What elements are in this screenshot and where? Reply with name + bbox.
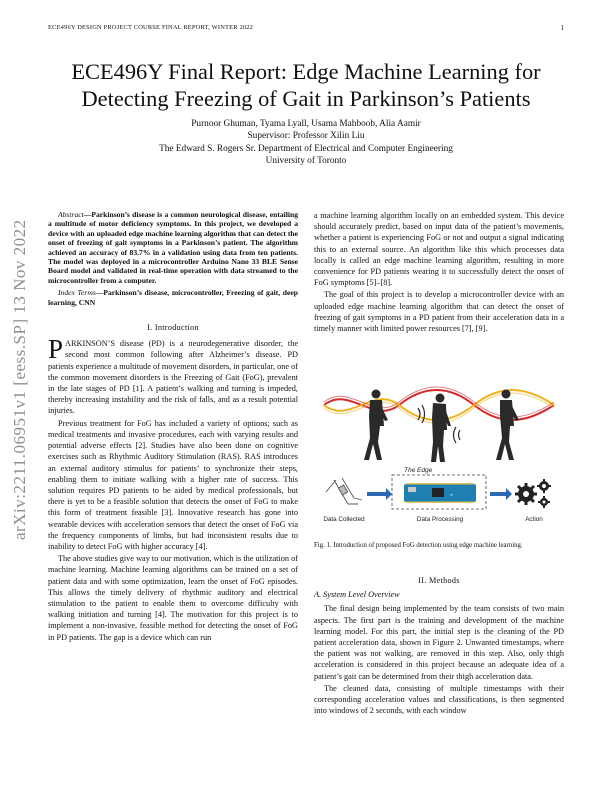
intro-paragraph-5: The goal of this project is to develop a microcontroller device with an uploaded edge machine learning algorithm that can detect the onset of freezing of gait symptoms in a PD patient from their acceleration data in a timely manner with limited power resources [7], [9].	[314, 290, 564, 334]
methods-section	[314, 575, 564, 716]
left-column	[48, 210, 298, 643]
arxiv-stamp: arXiv:2211.06951v1 [eess.SP] 13 Nov 2022	[10, 219, 29, 540]
intro-paragraph-4: a machine learning algorithm locally on an embedded system. This device should accurately predict, based on input data of the patient’s movements, whether a patient is experiencing FoG or not and output a signal indicating this to an external source. An algorithm like this which processes data locally is called an edge machine learning algorithm, resulting in more convenience for PD patients wearing it to successfully detect the onset of FoG symptoms [5]–[8].	[314, 211, 564, 288]
abstract	[48, 210, 298, 285]
methods-paragraph-1: The final design being implemented by the team consists of two main aspects. The first part is the training and development of the machine learning model. For this part, the initial step is the cleaning of the PD patient acceleration data, shown in Figure 2. Unwanted timestamps, where the patient was not walking, are removed in this step. Also, only thigh acceleration is considered in this project because an adequate idea of a patient’s gait can be determined from their thigh acceleration data.	[314, 604, 564, 681]
walking-figure-3	[496, 390, 519, 461]
page-number: 1	[560, 24, 564, 32]
sensor-leg-sketch	[326, 478, 362, 504]
intro-paragraph-1: PARKINSON’S disease (PD) is a neurodegenerative disorder, the second most common following after Alzheimer’s disease. PD patients experience a multitude of movement disorders, in particular, one of the common movement disorders is the Freezing of Gait (FoG), prevalent in the late stages of PD [1]. A patient’s walking and turning is impeded, thereby increasing instability and the risk of falls, and as a result potential injuries.	[48, 334, 298, 416]
index-terms-label: Index Terms	[58, 288, 96, 298]
tremor-mark-right	[459, 430, 461, 440]
index-terms-text: —Parkinson’s disease, microcontroller, Freezing of gait, deep learning, CNN	[48, 288, 298, 307]
abstract-text: —Parkinson’s disease is a common neurological disease, entailing a multitude of motor deficiency symptoms. In this project, we developed a device with an uploaded edge machine learning algorithm that can detect the onset of freezing of gait symptoms in a Parkinson’s patient. The algorithm achieved an accuracy of 83.7% in a validation using data from ten patients. The model was deployed in a microcontroller Arduino Nano 33 BLE Sense Board model and validated in real-time operation with data streamed to the microcontroller from a computer.	[48, 210, 298, 285]
author-names: Purnoor Ghuman, Tyama Lyall, Usama Mahboob, Alia Aamir	[191, 119, 421, 129]
department: The Edward S. Rogers Sr. Department of Electrical and Computer Engineering	[159, 143, 453, 154]
university: University of Toronto	[265, 155, 347, 166]
tremor-mark-left	[418, 408, 420, 420]
arrow-2	[490, 488, 512, 500]
paper-title	[30, 58, 582, 112]
index-terms	[48, 288, 298, 307]
title-line-2: Detecting Freezing of Gait in Parkinson’s Patients	[81, 86, 531, 111]
section-heading-methods: II. Methods	[418, 576, 460, 585]
label-data-processing: Data Processing	[416, 516, 464, 523]
abstract-label: Abstract	[58, 210, 84, 219]
methods-paragraph-2: The cleaned data, consisting of multiple timestamps with their corresponding acceleration values and classifications, is then segmented into windows of 2 seconds, with each window	[314, 683, 564, 716]
figure-1-caption: Fig. 1. Introduction of proposed FoG detection using edge machine learning.	[314, 542, 523, 549]
label-data-collected: Data Collected	[323, 516, 365, 523]
section-heading-introduction: I. Introduction	[147, 323, 199, 333]
subsection-heading-overview: A. System Level Overview	[314, 590, 400, 600]
title-line-1: ECE496Y Final Report: Edge Machine Learning for	[71, 59, 541, 84]
supervisor: Supervisor: Professor Xilin Liu	[247, 131, 365, 142]
drop-cap: P	[48, 334, 64, 365]
svg-text:∞: ∞	[450, 492, 453, 497]
figure-1-graphic	[314, 380, 564, 530]
right-column	[314, 210, 564, 334]
intro-paragraph-3: The above studies give way to our motivation, which is the utilization of machine learning. Machine learning algorithms can be trained on a set of patient data and with some optimization, learn the onset of FoG episodes. This allows the timely delivery of rhythmic auditory and electrical stimulation to the patient to enable them to overcome difficulty with walking initiation and turning [4]. The motivation for this project is to implement a non-invasive, feasible method for detecting the onset of FoG in PD patients. The gap is a device which can run	[48, 554, 298, 642]
figure-1	[314, 380, 564, 530]
arrow-1	[367, 488, 392, 500]
label-action: Action	[525, 516, 543, 523]
author-block	[40, 118, 572, 167]
intro-paragraph-2: Previous treatment for FoG has included a variety of options; such as medical treatments and invasive procedures, each with varying results and potential adverse effects [2]. Studies have also been done on cognitive exercises such as Rhythmic Auditory Stimulation (RAS). RAS introduces an external auditory stimulus for patients’ to synchronize their steps, enabling them to initiate walking with a higher rate of success. This solution requires PD patients to be aided by medical professionals, but there is yet to be a feasible solution that detects the onset of FoG to make this form of treatment feasible [3]. Innovative research has gone into wearable devices with acceleration sensors that detect the onset of FoG via the frequency components of limbs, but had inconsistent results due to inability to detect FoG with higher accuracy [4].	[48, 418, 298, 551]
running-head: ECE496Y DESIGN PROJECT COURSE FINAL REPORT, WINTER 2022	[48, 24, 254, 31]
intro-lead-word: ARKINSON’S	[65, 339, 115, 349]
walking-figure-2	[431, 394, 451, 463]
arduino-board-icon	[404, 483, 476, 503]
edge-label: The Edge	[404, 467, 433, 474]
gears-icon	[515, 479, 551, 508]
